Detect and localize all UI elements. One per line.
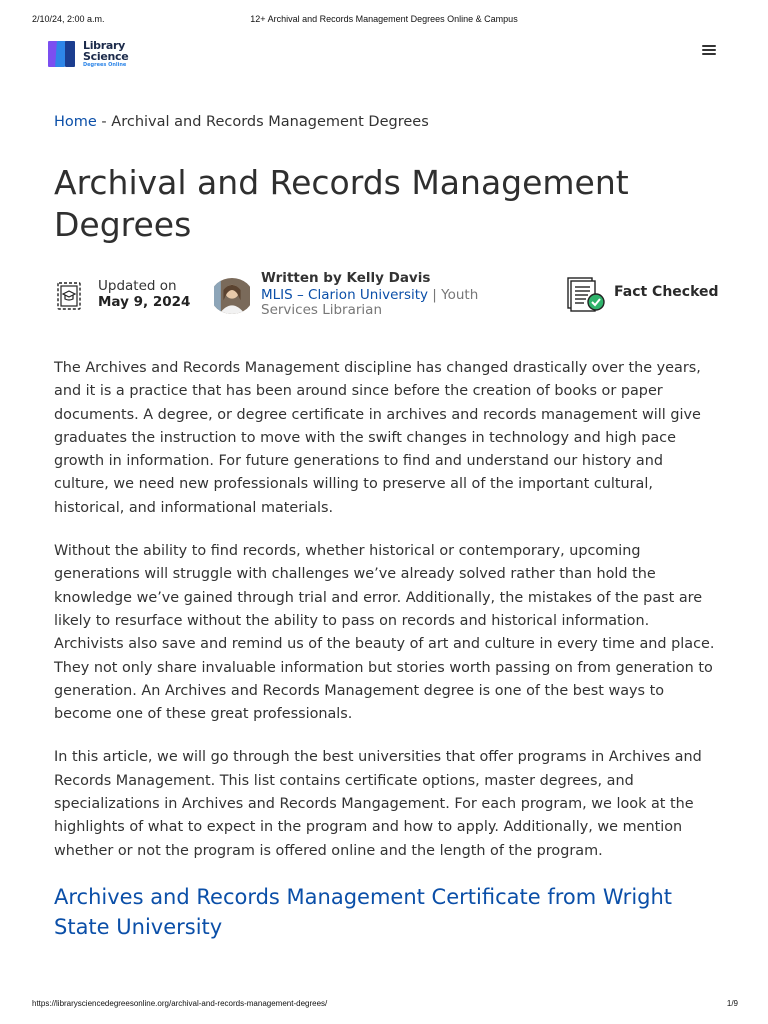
updated-label: Updated on xyxy=(98,278,177,294)
logo-line-3: Degrees Online xyxy=(83,62,127,68)
print-date: 2/10/24, 2:00 a.m. xyxy=(32,14,105,24)
article-meta xyxy=(54,270,720,326)
checklist-check-icon xyxy=(566,276,608,316)
print-url: https://librarysciencedegreesonline.org/archival-and-records-management-degrees/ xyxy=(32,999,328,1008)
paragraph: Without the ability to find records, whether historical or contemporary, upcoming generations will struggle with challenges we’ve already solved rather than hold the knowledge we’ve gained through trial and error. Additionally, the mistakes of the past are likely to resurface without the ability to pass on records and historical information. Archivists also save and remind us of the beauty of art and culture in every time and place. They not only share invaluable information but stories worth passing on from generation to generation. An Archives and Records Management degree is one of the best ways to become one of these great professionals. xyxy=(54,543,715,723)
breadcrumb xyxy=(54,114,429,130)
print-header xyxy=(0,14,768,26)
paragraph: In this article, we will go through the best universities that offer programs in Archives and Records Management. This list contains certificate options, master degrees, and specializations in Archives and Records Mangagement. For each program, we look at the highlights of what to expect in the program and how to apply. Additionally, we mention whether or not the program is offered online and the length of the program. xyxy=(54,749,702,859)
paragraph: The Archives and Records Management discipline has changed drastically over the years, and it is a practice that has been around since before the creation of books or paper documents. A degree, or degree certificate in archives and records management will give graduates the instruction to move with the swift changes in technology and high pace growth in information. For future generations to find and understand our history and culture, we need new professionals willing to preserve all of the important cultural, historical, and informational materials. xyxy=(54,360,701,516)
logo-text xyxy=(83,40,128,68)
breadcrumb-separator: - xyxy=(96,114,112,130)
calendar-grad-cap-icon xyxy=(54,280,84,312)
updated-block xyxy=(54,278,190,312)
hamburger-menu-icon[interactable] xyxy=(702,45,716,57)
author-credentials xyxy=(261,288,501,318)
logo-line-1: Library xyxy=(83,39,125,52)
print-page-number: 1/9 xyxy=(726,999,738,1008)
page-title: Archival and Records Management Degrees xyxy=(54,163,629,244)
written-by: Written by Kelly Davis xyxy=(261,270,431,286)
site-header xyxy=(48,38,720,70)
logo-books-icon xyxy=(48,41,78,67)
updated-date: May 9, 2024 xyxy=(98,294,191,310)
print-footer xyxy=(0,999,768,1011)
article-body xyxy=(54,357,720,883)
author-avatar[interactable] xyxy=(211,278,253,314)
author-credential-separator: | xyxy=(428,287,442,303)
print-title: 12+ Archival and Records Management Degrees Online & Campus xyxy=(250,14,518,24)
section-heading[interactable]: Archives and Records Management Certificate from Wright State University xyxy=(54,885,673,939)
breadcrumb-current: Archival and Records Management Degrees xyxy=(111,114,429,130)
author-credential-link[interactable]: MLIS – Clarion University xyxy=(261,287,429,303)
author-block xyxy=(211,270,501,318)
breadcrumb-home-link[interactable]: Home xyxy=(54,114,97,130)
fact-checked-label: Fact Checked xyxy=(614,284,719,300)
author-credential-role: Youth Services Librarian xyxy=(261,287,479,318)
logo-line-2: Science xyxy=(83,50,129,63)
fact-checked-block xyxy=(566,276,719,316)
site-logo[interactable] xyxy=(48,40,128,68)
